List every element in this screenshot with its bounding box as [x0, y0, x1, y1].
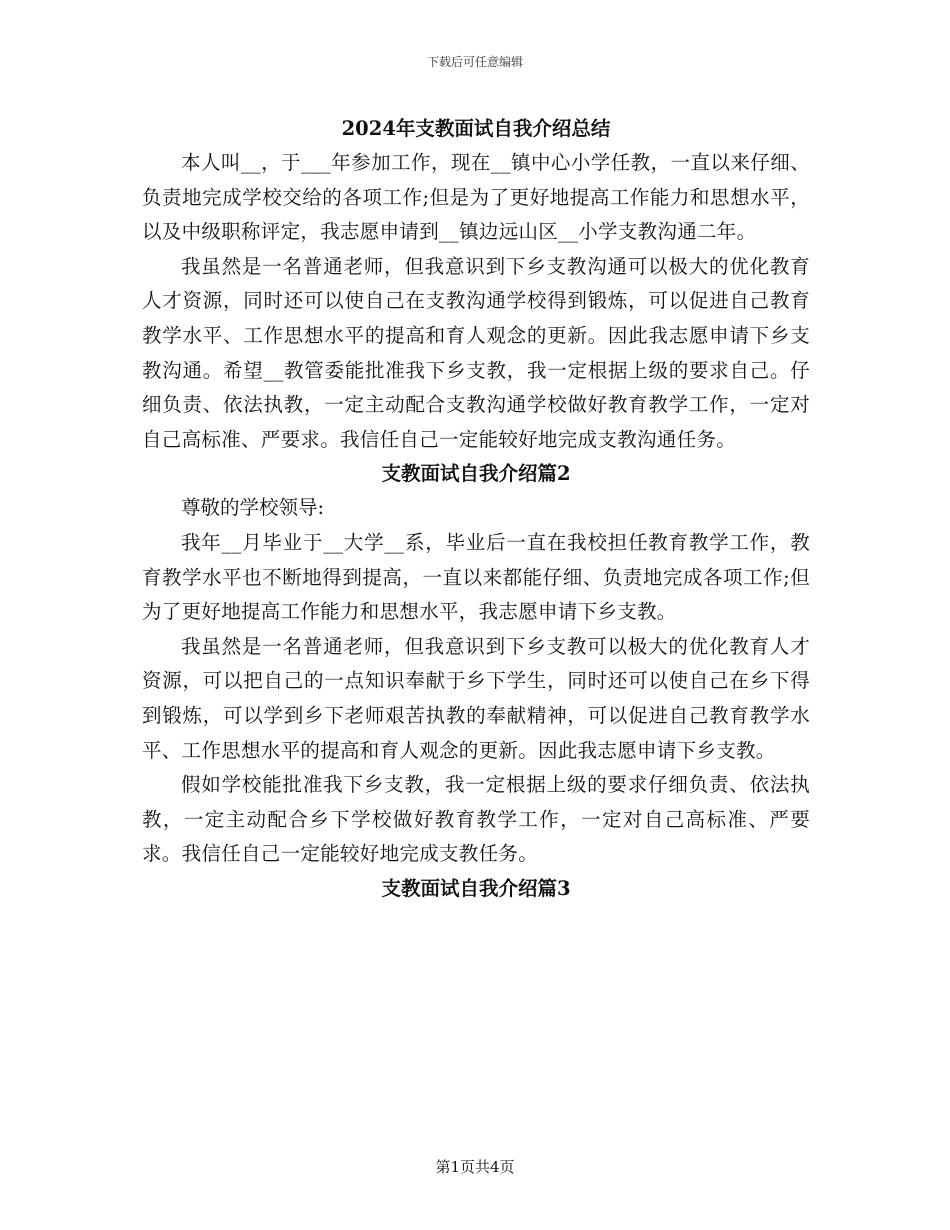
paragraph: 本人叫__，于___年参加工作，现在__镇中心小学任教，一直以来仔细、负责地完成学校交给的各项工作;但是为了更好地提高工作能力和思想水平，以及中级职称评定，我志愿申请到__镇边远山区__小学支教沟通二年。 — [142, 151, 810, 244]
paragraph: 我虽然是一名普通老师，但我意识到下乡支教沟通可以极大的优化教育人才资源，同时还可以使自己在支教沟通学校得到锻炼，可以促进自己教育教学水平、工作思想水平的提高和育人观念的更新。因此我志愿申请下乡支教沟通。希望__教管委能批准我下乡支教，我一定根据上级的要求自己。仔细负责、依法执教，一定主动配合支教沟通学校做好教育教学工作，一定对自己高标准、严要求。我信任自己一定能较好地完成支教沟通任务。 — [142, 254, 810, 451]
page-header-note: 下载后可任意编辑 — [426, 55, 523, 69]
document-body — [142, 112, 810, 906]
section-heading: 支教面试自我介绍篇2 — [381, 462, 571, 486]
section-heading: 支教面试自我介绍篇3 — [381, 876, 571, 900]
salutation: 尊敬的学校领导: — [181, 496, 325, 520]
paragraph: 假如学校能批准我下乡支教，我一定根据上级的要求仔细负责、依法执教，一定主动配合乡下学校做好教育教学工作，一定对自己高标准、严要求。我信任自己一定能较好地完成支教任务。 — [142, 773, 810, 866]
paragraph: 我年__月毕业于__大学__系，毕业后一直在我校担任教育教学工作，教育教学水平也不断地得到提高，一直以来都能仔细、负责地完成各项工作;但为了更好地提高工作能力和思想水平，我志愿申请下乡支教。 — [142, 530, 810, 624]
paragraph: 我虽然是一名普通老师，但我意识到下乡支教可以极大的优化教育人才资源，可以把自己的一点知识奉献于乡下学生，同时还可以使自己在乡下得到锻炼，可以学到乡下老师艰苦执教的奉献精神，可以促进自己教育教学水平、工作思想水平的提高和育人观念的更新。因此我志愿申请下乡支教。 — [142, 634, 810, 762]
page-number: 第1页共4页 — [435, 1158, 515, 1176]
document-title: 2024年支教面试自我介绍总结 — [341, 117, 611, 140]
